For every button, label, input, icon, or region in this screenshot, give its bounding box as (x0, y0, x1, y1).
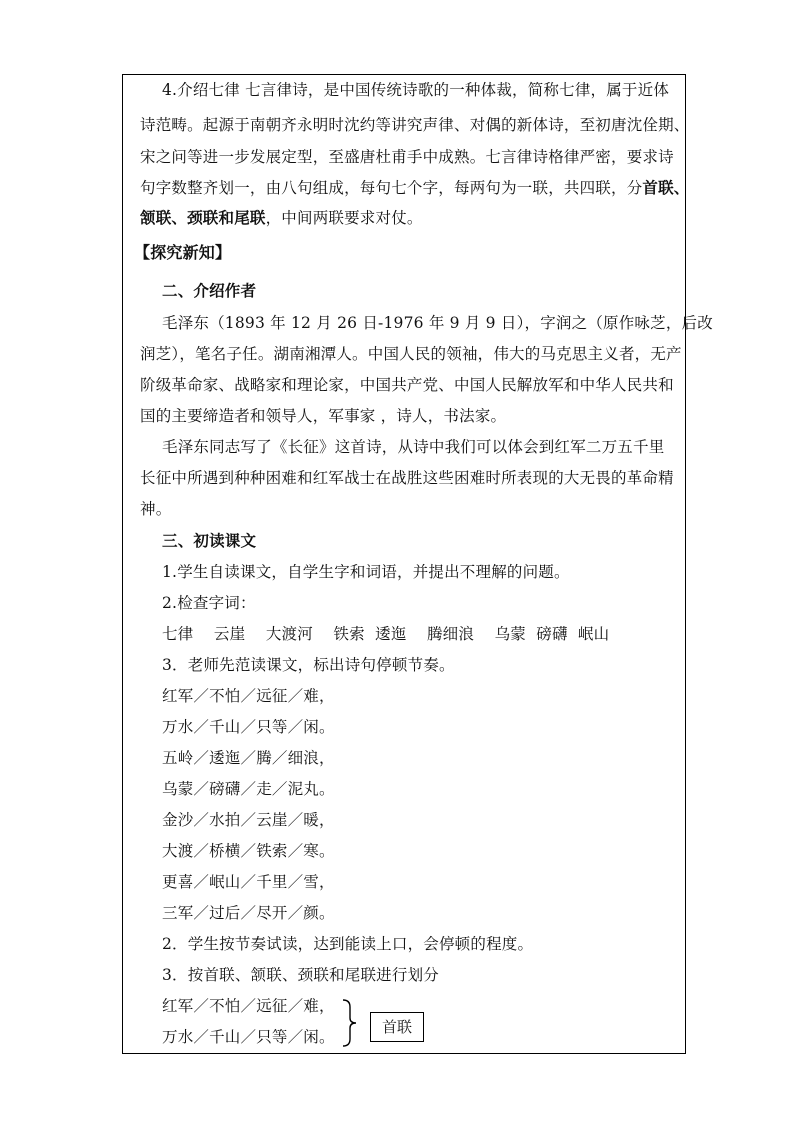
intro-line-5 (140, 208, 423, 228)
section-explore-title: 【探究新知】 (134, 243, 232, 262)
author-p1-line-1: 毛泽东（1893 年 12 月 26 日-1976 年 9 月 9 日），字润之（原作咏芝，后改 (162, 314, 713, 332)
reading-step-2: 2.检查字词： (162, 594, 256, 612)
vocab-list: 七律 云崖 大渡河 铁索 逶迤 腾细浪 乌蒙 磅礴 岷山 (162, 625, 610, 643)
intro-line-3: 宋之问等进一步发展定型，至盛唐杜甫手中成熟。七言律诗格律严密，要求诗 (140, 148, 674, 166)
poem-line-5: 金沙／水拍／云崖／暖， (162, 811, 335, 829)
poem-line-6: 大渡／桥横／铁索／寒。 (162, 842, 335, 860)
reading-step-1: 1.学生自读课文，自学生字和词语，并提出不理解的问题。 (162, 563, 570, 581)
author-p2-line-3: 神。 (140, 500, 172, 518)
intro-line-4 (140, 178, 690, 198)
reading-heading: 三、初读课文 (162, 532, 257, 550)
intro-line-2: 诗范畴。起源于南朝齐永明时沈约等讲究声律、对偶的新体诗，至初唐沈佺期、 (140, 116, 690, 134)
intro-line-4-bold: 首联、 (642, 179, 690, 197)
intro-line-4-text: 句字数整齐划一，由八句组成，每句七个字，每两句为一联，共四联，分 (140, 179, 643, 197)
poem-line-7: 更喜／岷山／千里／雪， (162, 873, 335, 891)
couplet-label-box: 首联 (370, 1012, 424, 1042)
poem-line-4: 乌蒙／磅礴／走／泥丸。 (162, 780, 335, 798)
poem-line-3: 五岭／逶迤／腾／细浪， (162, 749, 335, 767)
author-p1-line-2: 润芝），笔名子任。湖南湘潭人。中国人民的领袖，伟大的马克思主义者，无产 (140, 345, 682, 363)
poem-line-8: 三军／过后／尽开／颜。 (162, 904, 335, 922)
author-p2-line-2: 长征中所遇到种种困难和红军战士在战胜这些困难时所表现的大无畏的革命精 (140, 469, 674, 487)
intro-line-1: 4.介绍七律 七言律诗，是中国传统诗歌的一种体裁，简称七律，属于近体 (162, 81, 670, 99)
reading-step-3: 3．老师先范读课文，标出诗句停顿节奏。 (162, 656, 455, 674)
intro-line-5-text: ，中间两联要求对仗。 (265, 209, 423, 227)
reading-step-4: 2．学生按节奏试读，达到能读上口，会停顿的程度。 (162, 935, 534, 953)
poem-line-2: 万水／千山／只等／闲。 (162, 718, 335, 736)
author-p1-line-3: 阶级革命家、战略家和理论家，中国共产党、中国人民解放军和中华人民共和 (140, 376, 674, 394)
author-p1-line-4: 国的主要缔造者和领导人，军事家 ，诗人，书法家。 (140, 407, 507, 425)
author-heading: 二、介绍作者 (162, 282, 257, 300)
poem-line-1: 红军／不怕／远征／难， (162, 687, 335, 705)
author-p2-line-1: 毛泽东同志写了《长征》这首诗，从诗中我们可以体会到红军二万五千里 (162, 438, 665, 456)
couplet-line-1: 红军／不怕／远征／难， (162, 997, 335, 1015)
intro-line-5-bold: 颔联、颈联和尾联 (140, 209, 266, 227)
reading-step-5: 3．按首联、颔联、颈联和尾联进行划分 (162, 966, 439, 984)
brace-icon (337, 998, 359, 1048)
couplet-line-2: 万水／千山／只等／闲。 (162, 1028, 335, 1046)
